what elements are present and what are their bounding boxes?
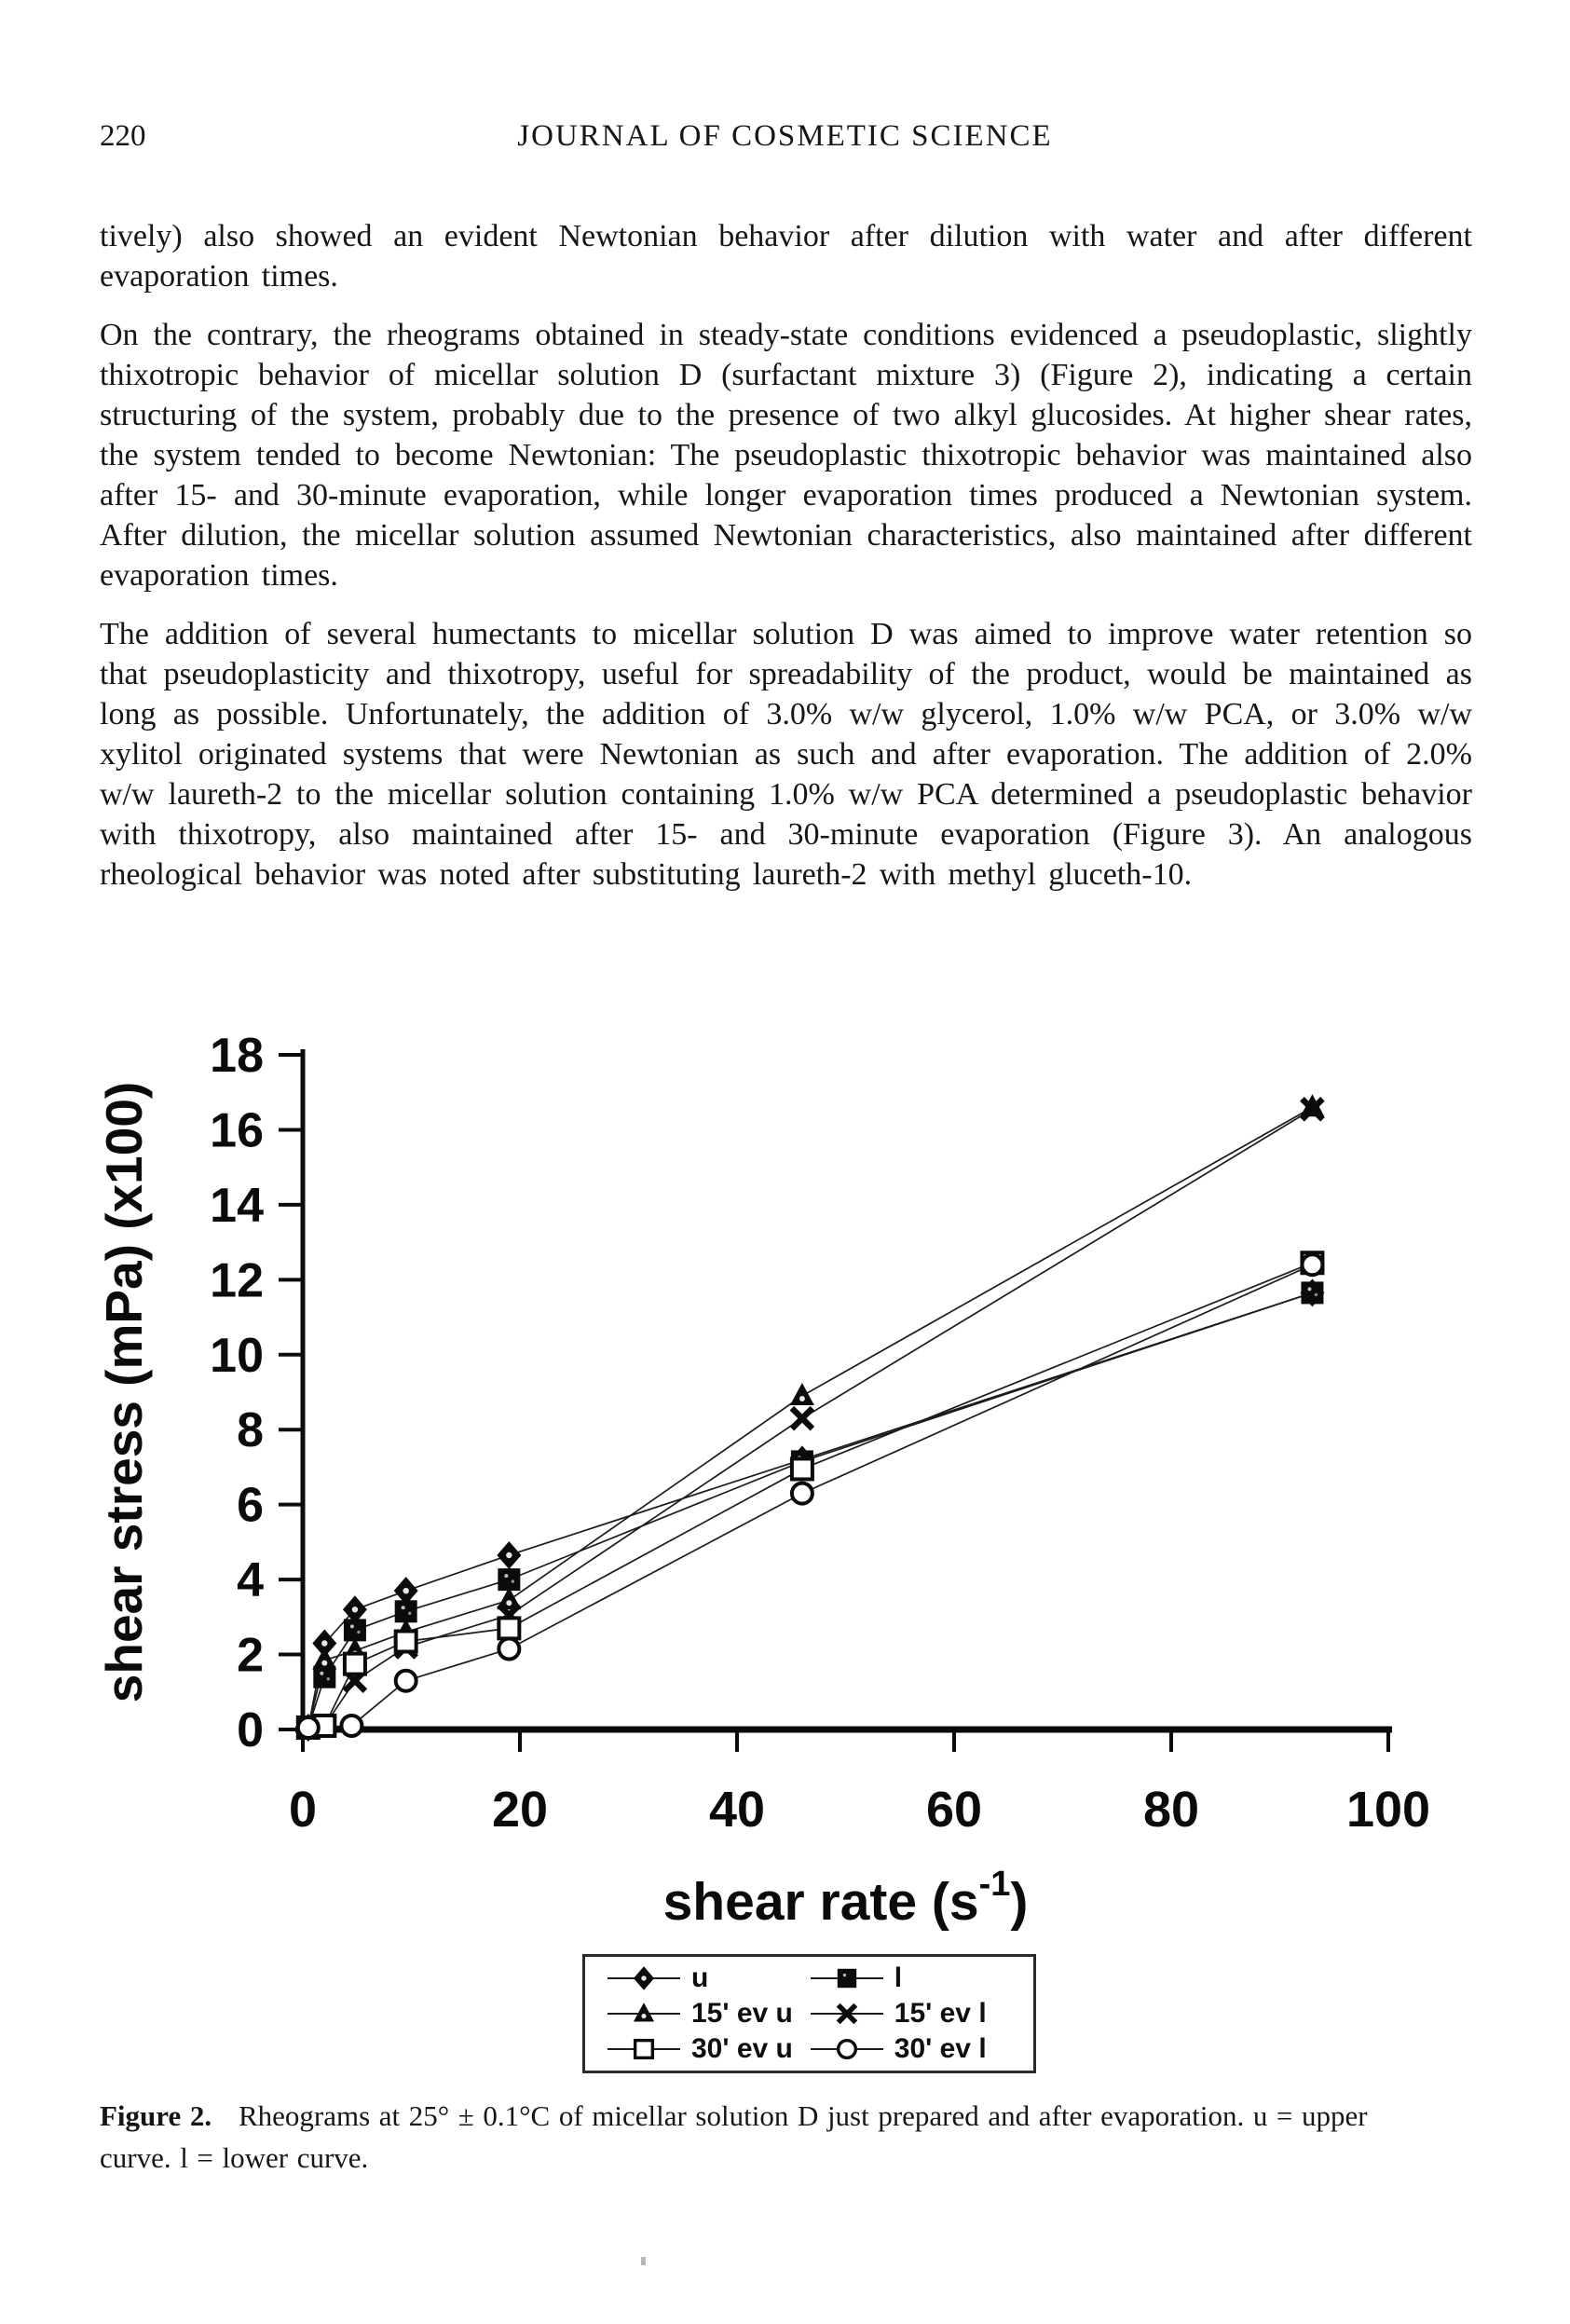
y-tick-label: 14 [210,1178,264,1233]
y-tick-label: 10 [210,1328,264,1383]
chart-legend [582,1954,1036,2073]
marker-circle-open [396,1671,416,1691]
legend-marker-triangle-filled-icon [606,1998,682,2030]
series-markers-30' ev l [298,1254,1323,1738]
legend-label: 30' ev l [894,2033,987,2064]
marker-square-open [396,1631,416,1651]
rheogram-plot [93,1006,1454,1938]
legend-marker-diamond-filled-icon [606,1962,682,1994]
y-tick-label: 4 [237,1553,264,1608]
figure-caption-text: Rheograms at 25° ± 0.1°C of micellar solution D just prepared and after evaporation. u = upper curve. l = lower curve. [100,2099,1368,2174]
page-number: 220 [100,119,146,153]
figure2-chart [93,1006,1454,1938]
y-tick-label: 18 [210,1029,264,1083]
x-tick-label: 100 [1345,1782,1431,1838]
x-tick-label: 80 [1142,1782,1200,1838]
y-tick-label: 2 [237,1628,264,1683]
series-markers-15' ev u [296,1094,1325,1737]
marker-circle-open [298,1717,319,1738]
legend-item-15' ev l [809,1998,1028,2030]
series-line-l [308,1292,1313,1728]
marker-square-open [792,1458,812,1479]
marker-square-open [498,1618,519,1638]
legend-item-15' ev u [606,1998,809,2030]
legend-item-30' ev l [809,2033,1028,2065]
series-line-u [308,1292,1313,1728]
legend-item-30' ev u [606,2033,809,2065]
legend-label: 30' ev u [691,2033,793,2064]
body-text [100,216,1472,913]
legend-marker-square-filled-icon [809,1962,885,1994]
y-tick-label: 8 [237,1403,264,1458]
paragraph-2: On the contrary, the rheograms obtained in steady-state conditions evidenced a pseudoplastic, slightly thixotropic behavior of micellar solution D (surfactant mixture 3) (Figure 2), indicating a certain structuring of the system, probably due to the presence of two alkyl glucosides. At higher shear rates, the system tended to become Newtonian: The pseudoplastic thixotropic behavior was maintained also after 15- and 30-minute evaporation, while longer evaporation times produced a Newtonian system. After dilution, the micellar solution assumed Newtonian characteristics, also maintained after different evaporation times. [100,318,1472,593]
x-tick-label: 40 [708,1782,766,1838]
series-markers-l [297,1281,1324,1739]
legend-label: l [894,1962,903,1993]
legend-label: 15' ev l [894,1998,987,2029]
journal-title: JOURNAL OF COSMETIC SCIENCE [517,119,1053,153]
marker-triangle-filled [790,1383,814,1405]
marker-circle-open [1302,1254,1322,1275]
paragraph-1: tively) also showed an evident Newtonian behavior after dilution with water and after different evaporation times. [100,219,1472,294]
y-tick-label: 6 [237,1478,264,1533]
marker-square-filled [1301,1281,1323,1304]
legend-marker-circle-open-icon [809,2033,885,2065]
x-axis-title: shear rate $(s^{-1})$ [662,1865,1029,1932]
marker-circle-open [341,1716,362,1736]
legend-item-l [809,1962,1028,1994]
x-tick-label: 0 [288,1782,318,1838]
legend-marker-square-open-icon [606,2033,682,2065]
figure-caption-label: Figure 2. [100,2099,212,2132]
marker-square-open [345,1654,365,1675]
y-tick-label: 12 [210,1253,264,1308]
scan-artifact [641,2257,646,2265]
paragraph-3: The addition of several humectants to micellar solution D was aimed to improve water retention so that pseudoplasticity and thixotropy, useful for spreadability of the product, would be maintained as long as possible. Unfortunately, the addition of 3.0% w/w glycerol, 1.0% w/w PCA, or 3.0% w/w xylitol originated systems that were Newtonian as such and after evaporation. The addition of 2.0% w/w laureth-2 to the micellar solution containing 1.0% w/w PCA determined a pseudoplastic behavior with thixotropy, also maintained after 15- and 30-minute evaporation (Figure 3). An analogous rheological behavior was noted after substituting laureth-2 with methyl gluceth-10. [100,617,1472,892]
y-axis-title: shear stress (mPa) (x100) [95,1081,153,1703]
series-markers-u [296,1278,1325,1742]
series-markers-15' ev l [298,1099,1323,1738]
x-tick-label: 20 [491,1782,549,1838]
x-tick-label: 60 [925,1782,983,1838]
legend-label: u [691,1962,709,1993]
legend-item-u [606,1962,809,1994]
figure-caption [100,2095,1413,2179]
legend-label: 15' ev u [691,1998,793,2029]
y-tick-label: 16 [210,1103,264,1158]
marker-diamond-filled [497,1541,521,1569]
marker-x [792,1408,812,1429]
legend-marker-x-icon [809,1998,885,2030]
y-tick-label: 0 [237,1703,264,1757]
marker-circle-open [498,1639,519,1660]
marker-circle-open [792,1483,812,1504]
